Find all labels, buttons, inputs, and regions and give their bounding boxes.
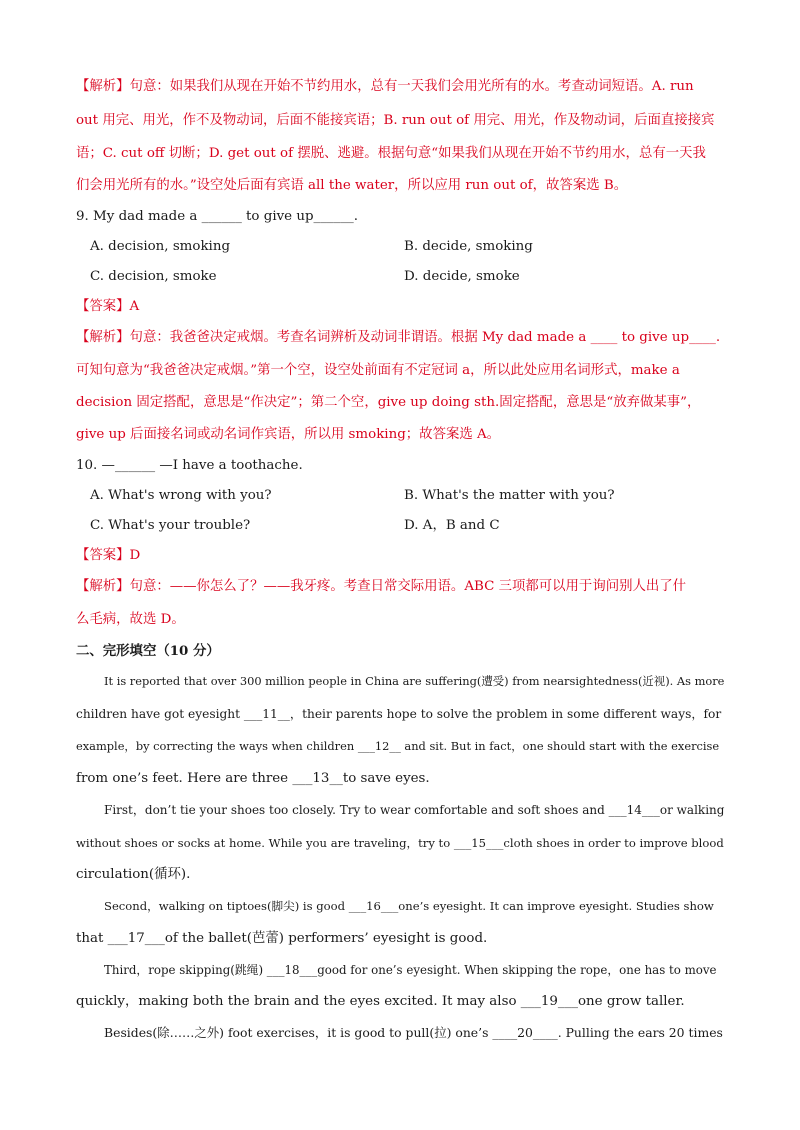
passage-para-1-line-2: children have got eyesight ___11__，their parents hope to solve the problem in some different ways，for — [76, 707, 722, 721]
analysis-8-line-4: 们会用光所有的水。”设空处后面有宾语 all the water，所以应用 run out of，故答案选 B。 — [76, 178, 628, 193]
question-9-option-b: B. decide, smoking — [404, 239, 533, 254]
question-10-option-c: C. What's your trouble? — [90, 518, 251, 533]
answer-10: 【答案】D — [76, 548, 141, 563]
question-10-option-b: B. What's the matter with you? — [404, 488, 615, 503]
passage-para-1-line-1: It is reported that over 300 million people in China are suffering(遭受) from nearsightedness(近视). As more — [104, 674, 725, 688]
section-heading-cloze: 二、完形填空（10 分） — [76, 643, 220, 659]
analysis-9-line-3: decision 固定搭配，意思是“作决定”；第二个空，give up doing sth.固定搭配，意思是“放弃做某事”， — [76, 395, 701, 410]
passage-para-2-line-1: First，don’t tie your shoes too closely. Try to wear comfortable and soft shoes and ___14___or walking — [104, 803, 725, 817]
answer-9: 【答案】A — [76, 299, 140, 314]
analysis-10-line-2: 么毛病，故选 D。 — [76, 612, 185, 627]
passage-para-4-line-2: quickly，making both the brain and the eyes excited. It may also ___19___one grow taller. — [76, 994, 685, 1009]
question-10: 10. —______ —I have a toothache. — [76, 458, 303, 473]
question-9: 9. My dad made a ______ to give up______. — [76, 209, 358, 224]
passage-para-3-line-1: Second，walking on tiptoes(脚尖) is good ___16___one’s eyesight. It can improve eyesight. Studies show — [104, 899, 714, 913]
analysis-10-line-1: 【解析】句意：——你怎么了？——我牙疼。考查日常交际用语。ABC 三项都可以用于询问别人出了什 — [76, 579, 687, 594]
passage-para-1-line-3: example，by correcting the ways when children ___12__ and sit. But in fact，one should start with the exercise — [76, 739, 720, 753]
question-10-option-d: D. A，B and C — [404, 518, 500, 533]
analysis-9-line-1: 【解析】句意：我爸爸决定戒烟。考查名词辨析及动词非谓语。根据 My dad made a ____ to give up____. — [76, 330, 721, 345]
question-10-option-a: A. What's wrong with you? — [90, 488, 272, 503]
passage-para-2-line-2: without shoes or socks at home. While you are traveling，try to ___15___cloth shoes in order to improve blood — [76, 836, 724, 850]
passage-para-5-line-1: Besides(除……之外) foot exercises，it is good to pull(拉) one’s ____20____. Pulling the ears 20 times — [104, 1025, 723, 1040]
passage-para-1-line-4: from one’s feet. Here are three ___13__to save eyes. — [76, 771, 430, 786]
question-9-option-c: C. decision, smoke — [90, 269, 217, 284]
passage-para-2-line-3: circulation(循环). — [76, 867, 191, 882]
passage-para-3-line-2: that ___17___of the ballet(芭蕾) performers’ eyesight is good. — [76, 931, 488, 946]
question-9-option-d: D. decide, smoke — [404, 269, 520, 284]
question-9-option-a: A. decision, smoking — [90, 239, 231, 254]
analysis-8-line-1: 【解析】句意：如果我们从现在开始不节约用水，总有一天我们会用光所有的水。考查动词短语。A. run — [76, 79, 694, 94]
analysis-9-line-2: 可知句意为“我爸爸决定戒烟。”第一个空，设空处前面有不定冠词 a，所以此处应用名词形式，make a — [76, 363, 680, 378]
passage-para-4-line-1: Third，rope skipping(跳绳) ___18___good for one’s eyesight. When skipping the rope，one has to move — [104, 963, 717, 977]
analysis-8-line-2: out 用完、用光，作不及物动词，后面不能接宾语；B. run out of 用完、用光，作及物动词，后面直接接宾 — [76, 113, 715, 128]
analysis-9-line-4: give up 后面接名词或动名词作宾语，所以用 smoking；故答案选 A。 — [76, 427, 501, 442]
analysis-8-line-3: 语；C. cut off 切断；D. get out of 摆脱、逃避。根据句意“如果我们从现在开始不节约用水，总有一天我 — [76, 146, 706, 161]
